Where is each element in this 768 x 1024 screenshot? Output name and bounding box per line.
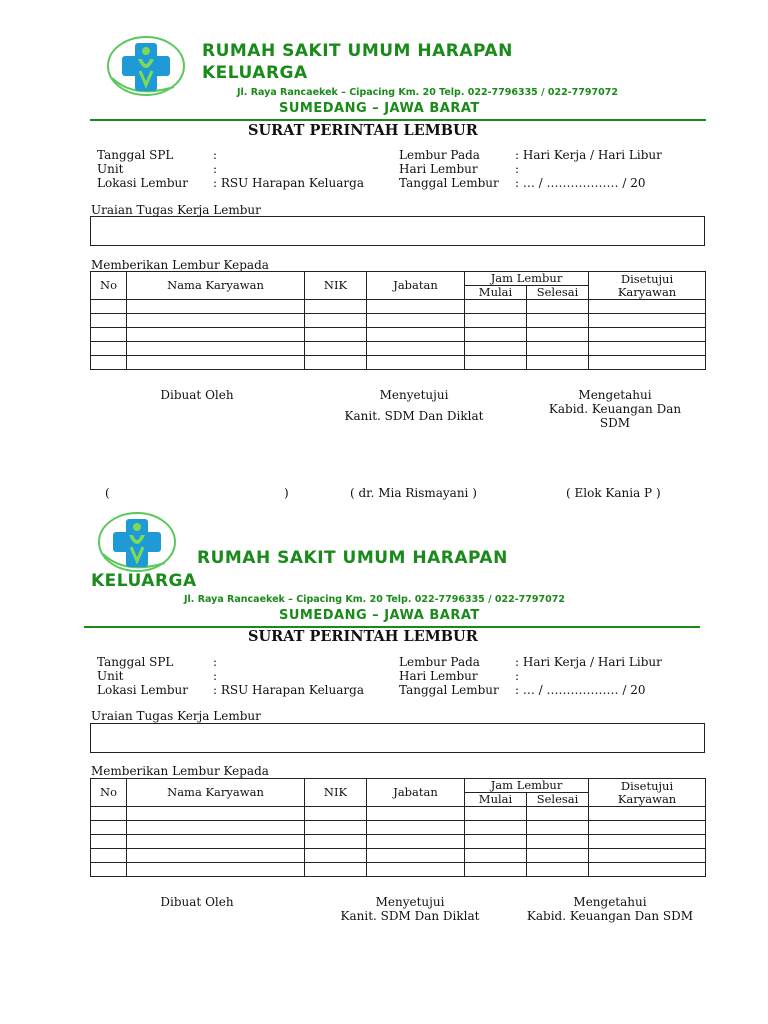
- hospital-address: Jl. Raya Rancaekek – Cipacing Km. 20 Telp. 022-7796335 / 022-7797072: [237, 87, 618, 98]
- table-row[interactable]: [91, 849, 706, 863]
- hospital-name-line1: RUMAH SAKIT UMUM HARAPAN: [202, 41, 513, 61]
- sig-menyetujui-label: Menyetujui: [375, 895, 445, 909]
- table-row[interactable]: [91, 863, 706, 877]
- col-selesai: Selesai: [527, 793, 589, 807]
- hospital-name-line2: KELUARGA: [91, 571, 197, 591]
- col-disetujui-line1: Disetujui: [620, 271, 674, 286]
- staff-table: [90, 778, 706, 877]
- hospital-address: Jl. Raya Rancaekek – Cipacing Km. 20 Telp. 022-7796335 / 022-7797072: [184, 594, 565, 605]
- unit-label: Unit: [97, 162, 124, 176]
- tanggal-lembur-value: : … / ……………… / 20: [515, 176, 646, 190]
- hospital-name-line1: RUMAH SAKIT UMUM HARAPAN: [197, 548, 508, 568]
- table-row[interactable]: [91, 328, 706, 342]
- col-mulai: Mulai: [465, 286, 527, 300]
- table-row[interactable]: [91, 821, 706, 835]
- sig-name-sdm: ( dr. Mia Rismayani ): [350, 486, 477, 500]
- sig-menyetujui-label: Menyetujui: [379, 388, 449, 402]
- memberikan-label: Memberikan Lembur Kepada: [91, 764, 269, 778]
- col-nama-karyawan: Nama Karyawan: [127, 779, 305, 807]
- table-row[interactable]: [91, 300, 706, 314]
- col-no: No: [91, 272, 127, 300]
- sig-kanit-label: Kanit. SDM Dan Diklat: [340, 909, 480, 923]
- form-title: SURAT PERINTAH LEMBUR: [248, 122, 478, 139]
- tanggal-lembur-value: : … / ……………… / 20: [515, 683, 646, 697]
- col-nik: NIK: [305, 272, 367, 300]
- table-row[interactable]: [91, 356, 706, 370]
- col-disetujui-line2: Karyawan: [617, 284, 677, 299]
- sig-mengetahui-label: Mengetahui: [578, 388, 652, 402]
- uraian-input-box[interactable]: [90, 723, 705, 753]
- uraian-label: Uraian Tugas Kerja Lembur: [91, 709, 261, 723]
- uraian-label: Uraian Tugas Kerja Lembur: [91, 203, 261, 217]
- col-jam-lembur: Jam Lembur: [465, 272, 589, 286]
- col-nik: NIK: [305, 779, 367, 807]
- lembur-pada-value: : Hari Kerja / Hari Libur: [515, 655, 662, 669]
- hari-lembur-value: :: [515, 162, 520, 176]
- sig-name-blank-close: ): [284, 486, 289, 500]
- col-disetujui-line2: Karyawan: [617, 791, 677, 806]
- sig-kabid-full: Kabid. Keuangan Dan SDM: [526, 909, 694, 923]
- sig-kabid-line2: SDM: [599, 416, 631, 430]
- unit-label: Unit: [97, 669, 124, 683]
- lembur-pada-label: Lembur Pada: [399, 148, 480, 162]
- unit-value: :: [213, 669, 218, 683]
- medical-cross-logo-icon: [104, 33, 192, 99]
- col-no: No: [91, 779, 127, 807]
- table-row[interactable]: [91, 342, 706, 356]
- col-disetujui: [589, 779, 706, 807]
- lembur-pada-label: Lembur Pada: [399, 655, 480, 669]
- unit-value: :: [213, 162, 218, 176]
- lokasi-label: Lokasi Lembur: [97, 683, 189, 697]
- table-row[interactable]: [91, 807, 706, 821]
- hari-lembur-label: Hari Lembur: [399, 162, 478, 176]
- hari-lembur-value: :: [515, 669, 520, 683]
- table-row[interactable]: [91, 314, 706, 328]
- col-nama-karyawan: Nama Karyawan: [127, 272, 305, 300]
- lokasi-value: : RSU Harapan Keluarga: [213, 683, 364, 697]
- lembur-pada-value: : Hari Kerja / Hari Libur: [515, 148, 662, 162]
- sig-kabid-line1: Kabid. Keuangan Dan: [548, 402, 682, 416]
- sig-mengetahui-label: Mengetahui: [573, 895, 647, 909]
- tanggal-spl-value: :: [213, 655, 218, 669]
- col-jam-lembur: Jam Lembur: [465, 779, 589, 793]
- lokasi-label: Lokasi Lembur: [97, 176, 189, 190]
- sig-kanit-label: Kanit. SDM Dan Diklat: [344, 409, 484, 423]
- col-jabatan: Jabatan: [367, 272, 465, 300]
- table-row[interactable]: [91, 835, 706, 849]
- tanggal-lembur-label: Tanggal Lembur: [399, 683, 499, 697]
- col-jabatan: Jabatan: [367, 779, 465, 807]
- uraian-input-box[interactable]: [90, 216, 705, 246]
- hospital-name-line2: KELUARGA: [202, 63, 308, 83]
- form-title: SURAT PERINTAH LEMBUR: [248, 628, 478, 645]
- lokasi-value: : RSU Harapan Keluarga: [213, 176, 364, 190]
- tanggal-lembur-label: Tanggal Lembur: [399, 176, 499, 190]
- tanggal-spl-label: Tanggal SPL: [97, 148, 174, 162]
- hari-lembur-label: Hari Lembur: [399, 669, 478, 683]
- sig-dibuat-label: Dibuat Oleh: [160, 388, 234, 402]
- col-disetujui-line1: Disetujui: [620, 778, 674, 793]
- col-mulai: Mulai: [465, 793, 527, 807]
- col-disetujui: [589, 272, 706, 300]
- col-selesai: Selesai: [527, 286, 589, 300]
- header-divider: [90, 119, 706, 121]
- tanggal-spl-value: :: [213, 148, 218, 162]
- sig-dibuat-label: Dibuat Oleh: [160, 895, 234, 909]
- sig-name-keuangan: ( Elok Kania P ): [566, 486, 661, 500]
- hospital-city: SUMEDANG – JAWA BARAT: [279, 608, 480, 623]
- memberikan-label: Memberikan Lembur Kepada: [91, 258, 269, 272]
- medical-cross-logo-icon: [95, 509, 183, 575]
- tanggal-spl-label: Tanggal SPL: [97, 655, 174, 669]
- sig-name-blank-open: (: [105, 486, 110, 500]
- staff-table: [90, 271, 706, 370]
- hospital-city: SUMEDANG – JAWA BARAT: [279, 101, 480, 116]
